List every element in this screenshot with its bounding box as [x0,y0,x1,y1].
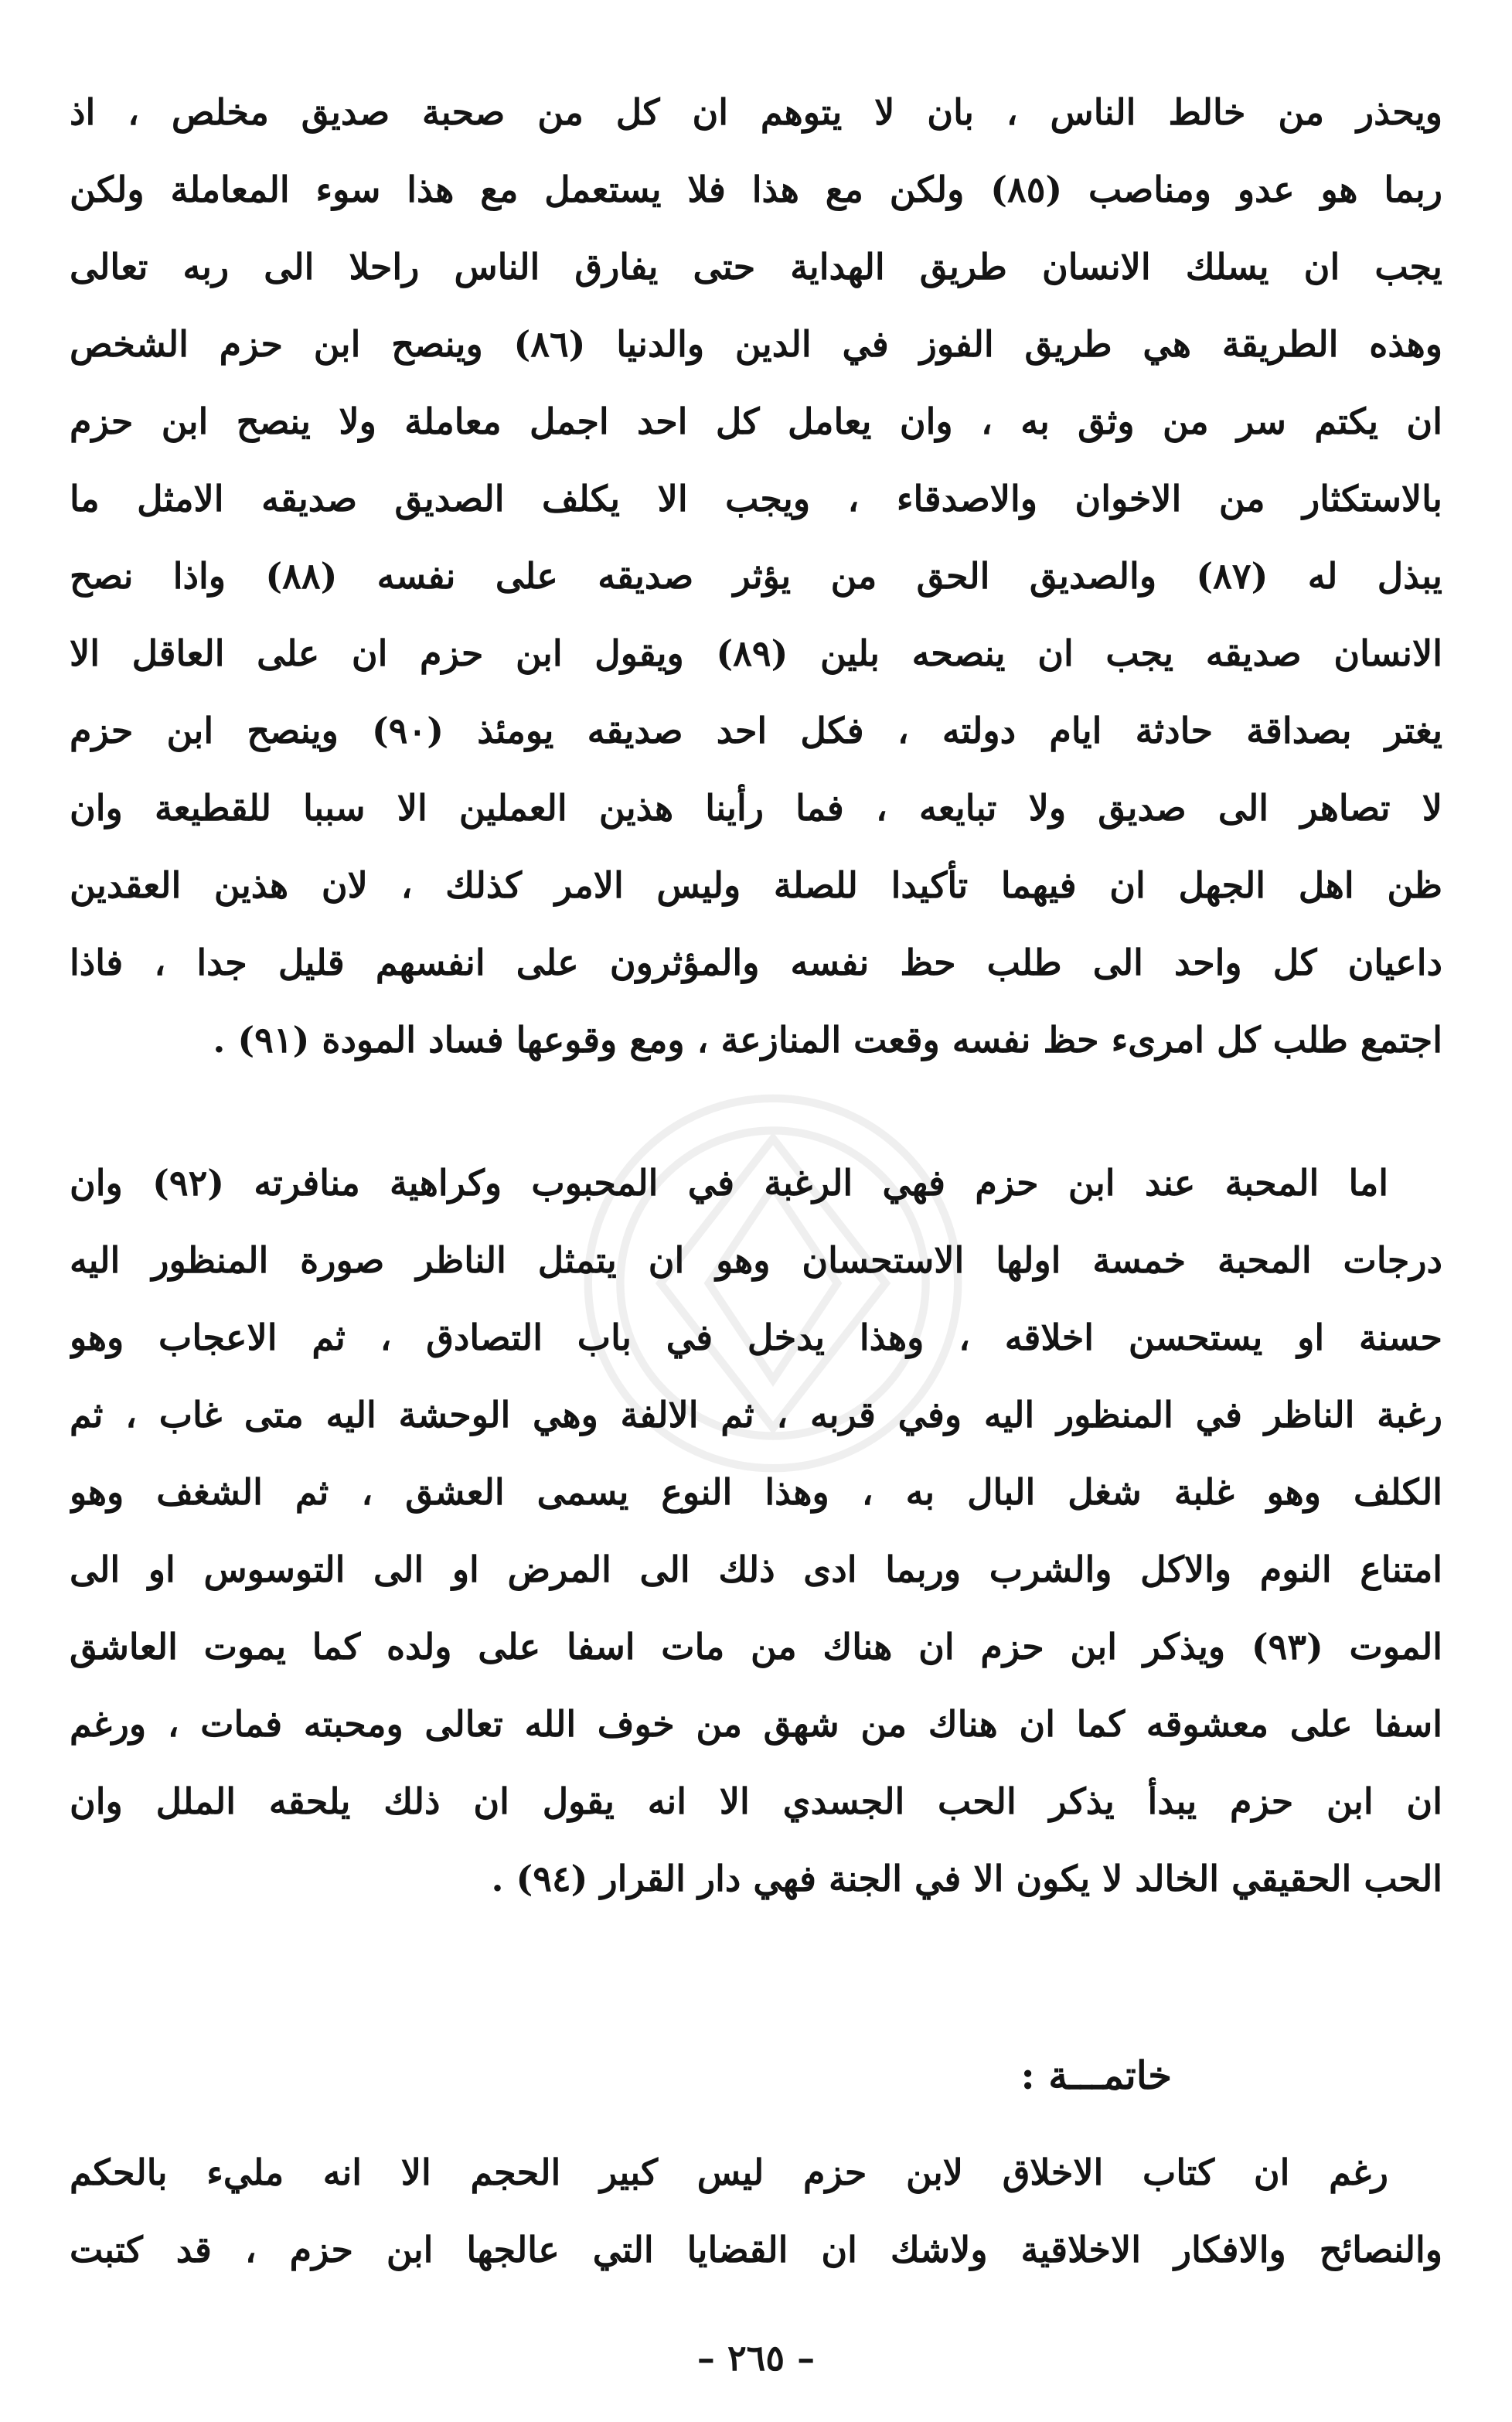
text-line: اجتمع طلب كل امرىء حظ نفسه وقعت المنازعة ، ومع وقوعها فساد المودة (٩١) . [213,1019,1442,1061]
paragraph-love [70,1144,1442,1917]
text-line: يغتر بصداقة حادثة ايام دولته ، فكل احد صديقه يومئذ (٩٠) وينصح ابن حزم [70,710,1442,751]
text-line: وهذه الطريقة هي طريق الفوز في الدين والدنيا (٨٦) وينصح ابن حزم الشخص [70,323,1442,365]
text-line: بالاستكثار من الاخوان والاصدقاء ، ويجب الا يكلف الصديق صديقه الامثل ما [70,478,1442,519]
text-line: ربما هو عدو ومناصب (٨٥) ولكن مع هذا فلا يستعمل مع هذا سوء المعاملة ولكن [70,169,1442,210]
text-line: امتناع النوم والاكل والشرب وربما ادى ذلك الى المرض او الى التوسوس او الى [70,1548,1442,1590]
text-line: اما المحبة عند ابن حزم فهي الرغبة في المحبوب وكراهية منافرته (٩٢) وان [70,1162,1388,1204]
text-line: ان يكتم سر من وثق به ، وان يعامل كل احد اجمل معاملة ولا ينصح ابن حزم [70,400,1442,442]
text-line: رغبة الناظر في المنظور اليه وفي قربه ، ثم الالفة وهي الوحشة اليه متى غاب ، ثم [70,1394,1442,1436]
text-line: ظن اهل الجهل ان فيهما تأكيدا للصلة وليس الامر كذلك ، لان هذين العقدين [70,864,1442,906]
text-line: ان ابن حزم يبدأ يذكر الحب الجسدي الا انه يقول ان ذلك يلحقه الملل وان [70,1780,1442,1822]
text-line: ويحذر من خالط الناس ، بان لا يتوهم ان كل من صحبة صديق مخلص ، اذ [70,91,1442,133]
text-line: درجات المحبة خمسة اولها الاستحسان وهو ان يتمثل الناظر صورة المنظور اليه [70,1239,1442,1281]
text-line: رغم ان كتاب الاخلاق لابن حزم ليس كبير الحجم الا انه مليء بالحكم [70,2151,1388,2193]
text-line: الانسان صديقه يجب ان ينصحه بلين (٨٩) ويقول ابن حزم ان على العاقل الا [70,632,1442,674]
text-line: اسفا على معشوقه كما ان هناك من شهق من خوف الله تعالى ومحبته فمات ، ورغم [70,1703,1442,1745]
section-heading-conclusion: خاتمـــة : [1020,2052,1172,2098]
text-line: والنصائح والافكار الاخلاقية ولاشك ان القضايا التي عالجها ابن حزم ، قد كتبت [70,2229,1442,2270]
page-number: – ٢٦٥ – [696,2337,816,2379]
text-line: لا تصاهر الى صديق ولا تبايعه ، فما رأينا هذين العملين الا سببا للقطيعة وان [70,787,1442,829]
text-line: الكلف وهو غلبة شغل البال به ، وهذا النوع يسمى العشق ، ثم الشغف وهو [70,1471,1442,1513]
paragraph-friendship [70,73,1442,1078]
paragraph-conclusion [70,2134,1442,2288]
text-line: يبذل له (٨٧) والصديق الحق من يؤثر صديقه على نفسه (٨٨) واذا نصح [70,555,1442,597]
text-line: الموت (٩٣) ويذكر ابن حزم ان هناك من مات اسفا على ولده كما يموت العاشق [70,1626,1442,1667]
text-line: داعيان كل واحد الى طلب حظ نفسه والمؤثرون على انفسهم قليل جدا ، فاذا [70,942,1442,983]
text-line: يجب ان يسلك الانسان طريق الهداية حتى يفارق الناس راحلا الى ربه تعالى [70,246,1442,288]
text-line: حسنة او يستحسن اخلاقه ، وهذا يدخل في باب التصادق ، ثم الاعجاب وهو [70,1317,1442,1358]
text-line: الحب الحقيقي الخالد لا يكون الا في الجنة فهي دار القرار (٩٤) . [491,1858,1442,1899]
